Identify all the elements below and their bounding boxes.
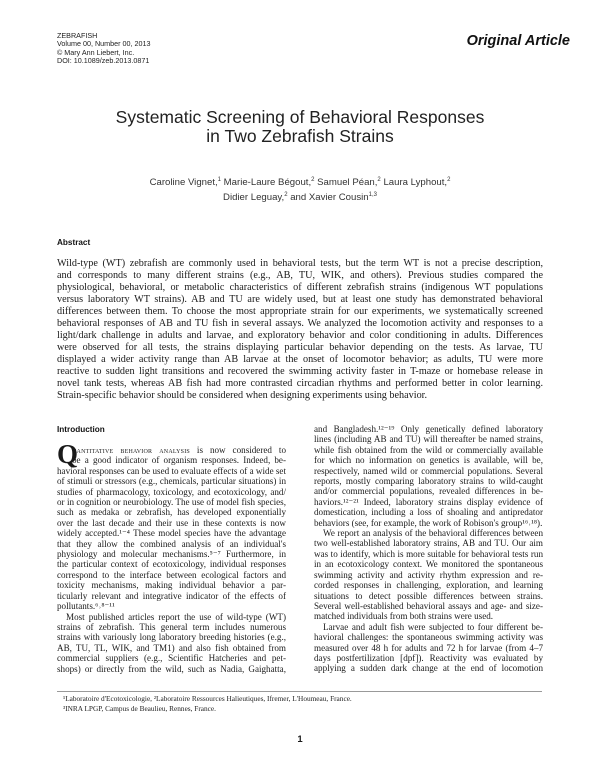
text-line: widely accepted.¹⁻⁴ These model species have the advantage	[57, 528, 286, 539]
affiliation-mark: 1,3	[368, 192, 377, 199]
footnotes	[63, 694, 352, 713]
text-line: We report an analysis of the behavioral differences between	[323, 528, 543, 539]
drop-cap: Q	[57, 439, 79, 469]
text-line: commercial suppliers (e.g., Scientific Hatcheries and pet-	[57, 653, 286, 664]
footnote-affiliation-3: ³INRA LPGP, Campus de Beaulieu, Rennes, France.	[63, 703, 216, 713]
text-line: two well-established laboratory strains, AB and TU. Our aim	[314, 538, 543, 549]
author: Samuel Péan,	[317, 177, 378, 189]
footnote-affiliations: ¹Laboratoire d'Ecotoxicologie, ²Laboratoire Ressources Halieutiques, Ifremer, L'Houmeau, France.	[63, 694, 352, 703]
introduction-heading: Introduction	[57, 425, 105, 434]
lead-rest: is now considered to	[189, 445, 286, 455]
text-line: Several well-established behavioral assays and age- and size-	[314, 600, 543, 611]
journal-publisher: © Mary Ann Liebert, Inc.	[57, 47, 135, 57]
text-line	[57, 445, 286, 455]
text-line: light/dark challenge in adults and larvae, and exploratory behavior and color conditioning in adults. Differences	[57, 330, 543, 341]
text-line: such as medaka or zebrafish, has developed exponentially	[57, 507, 286, 518]
text-line: situations to detect possible differences between strains.	[314, 590, 543, 601]
affiliation-mark: 2	[377, 177, 381, 183]
text-line: havioral challenges: the spontaneous swimming activity was	[314, 632, 543, 643]
affiliation-mark: 1	[217, 177, 221, 183]
author: Caroline Vignet,	[149, 177, 218, 189]
author: Marie-Laure Bégout,	[223, 177, 312, 189]
text-line: corded responses in challenging, exploration, and learning	[314, 580, 543, 591]
text-line: respectively, named wild or commercial populations. Several	[314, 465, 543, 476]
text-line: swimming activity and activity rhythm expression and re-	[314, 569, 543, 580]
text-line: applying a sudden dark change at the end of locomotion	[314, 663, 543, 674]
lead-small-caps: uantitative behavior analysis	[72, 445, 190, 455]
text-line: of stimuli or stressors (e.g., chemicals, particular situations) in	[57, 476, 286, 487]
text-line: physiological, behavioral, or metabolic characteristics of different zebrafish strains (indigenous WT populations	[57, 282, 543, 293]
journal-doi: DOI: 10.1089/zeb.2013.0871	[57, 56, 150, 66]
authors-line-1	[0, 174, 600, 189]
text-line: Strain-specific behavior should be considered when designing experiments using behavior.	[57, 390, 428, 401]
text-line: strains of zebrafish. This general term includes numerous	[57, 621, 286, 632]
text-line: differences between them. To choose the most appropriate strain for our experiments, we systematically screened	[57, 306, 543, 317]
text-line: toxicity mechanisms, making individual behavior a par-	[57, 580, 286, 591]
text-line: strains with variously long laboratory breeding histories (e.g.,	[57, 632, 286, 643]
text-line: physiology and molecular mechanisms.⁵⁻⁷ Furthermore, in	[57, 549, 286, 560]
text-line: domestication, including a loss of shoaling and antipredator	[314, 507, 543, 518]
authors-line-2	[0, 189, 600, 204]
text-line: matched individuals from both strains were used.	[314, 611, 494, 622]
journal-info	[57, 32, 151, 66]
text-line: novel tank tests, whereas AB fish had more contrasted circadian rhythms and performed better in color learning.	[57, 378, 543, 389]
text-line: for which no information on genetics is available, will be,	[314, 455, 543, 466]
text-line: AB, TU, TL, WIK, and TM1) and also fish obtained from	[57, 642, 286, 653]
text-line: Larvae and adult fish were subjected to four different be-	[323, 621, 543, 632]
text-line: were observed for all tests, the strains displaying particular behavior depending on the tests. As larvae, TU	[57, 342, 543, 353]
author: Didier Leguay,	[223, 192, 285, 204]
text-line: was to identify, which is more suitable for behavioral tests run	[314, 548, 543, 559]
text-line: and/or commercial populations, revealed differences in be-	[314, 486, 543, 497]
text-line: measured over 48 h for adults and 72 h for larvae (from 4–7	[314, 642, 543, 653]
text-line: that they allow the combined analysis of an individual's	[57, 538, 286, 549]
page-number: 1	[297, 734, 303, 745]
text-line: over the last decade and their use in these contexts is now	[57, 517, 286, 528]
text-line: the particular context of ecotoxicology, individual responses	[57, 559, 286, 570]
text-line: haviors.¹²⁻²¹ Indeed, laboratory strains display evidence of	[314, 496, 543, 507]
title-line-2: in Two Zebrafish Strains	[206, 126, 394, 146]
right-column	[314, 424, 543, 674]
text-line: havioral responses can be used to evaluate effects of a wide set	[57, 465, 286, 476]
journal-volume: Volume 00, Number 00, 2013	[57, 39, 151, 49]
text-line: ticularly relevant and integrative indicator of the effects of	[57, 590, 286, 601]
text-line: Most published articles report the use of wild-type (WT)	[66, 611, 286, 622]
paper-title	[0, 108, 600, 146]
abstract-heading: Abstract	[57, 238, 91, 247]
text-line: be a good indicator of organism responses. Indeed, be-	[72, 455, 286, 466]
abstract-body	[57, 258, 543, 402]
text-line: in an ecotoxicology context. We monitored the spontaneous	[314, 559, 543, 570]
text-line: and Bangladesh.¹²⁻¹⁹ Only genetically defined laboratory	[314, 424, 543, 434]
left-column	[57, 445, 286, 674]
text-line: Wild-type (WT) zebrafish are commonly used in behavioral tests, but the term WT is not a precise description,	[57, 258, 543, 269]
text-line: lines (including AB and TU) will thereafter be named strains,	[314, 434, 543, 445]
text-line: behaviors (see, for example, the work of Robison's group¹⁶˒¹⁸).	[314, 517, 543, 528]
journal-name: ZEBRAFISH	[57, 31, 98, 40]
text-line: studies of pharmacology, toxicology, and ecotoxicology, and/	[57, 486, 286, 497]
affiliation-mark: 2	[447, 177, 451, 183]
text-line: displayed a wider activity range than AB larvae at the onset of locomotor behavior; as adults, TU were more	[57, 354, 543, 365]
title-line-1: Systematic Screening of Behavioral Responses	[115, 107, 485, 127]
author: and Xavier Cousin	[290, 192, 369, 204]
author: Laura Lyphout,	[383, 177, 448, 189]
affiliation-mark: 2	[284, 192, 288, 199]
text-line: reports, mostly comparing laboratory strains to wild-caught	[314, 476, 543, 487]
text-line: versus laboratory WT strains). AB and TU are widely used, but at least one study has demonstrated behavioral	[57, 294, 543, 305]
text-line: shops) or directly from the wild, such as Nadia, Gaighatta,	[57, 663, 286, 674]
text-line: while fish obtained from the wild or commercially available	[314, 444, 543, 455]
author-list	[0, 174, 600, 204]
text-line: or in cognition or neurobiology. The use of model fish species,	[57, 497, 286, 508]
footnote-divider	[57, 691, 542, 692]
article-type: Original Article	[466, 33, 570, 49]
text-line: and corresponds to many different strains (e.g., AB, TU, WIK, and others). Previous studies compared the	[57, 270, 543, 281]
text-line: reactive to sudden light transitions and recovered the swimming activity faster in T-maze or homebase release in	[57, 366, 543, 377]
text-line: behavioral responses of AB and TU fish in several assays. We analyzed the locomotion activity and responses to a	[57, 318, 543, 329]
affiliation-mark: 2	[311, 177, 315, 183]
text-line: days postfertilization [dpf]). Reactivity was evaluated by	[314, 652, 543, 663]
text-line: correspond to the interface between ecological factors and	[57, 569, 286, 580]
text-line: pollutants.⁶˒⁸⁻¹¹	[57, 601, 115, 612]
